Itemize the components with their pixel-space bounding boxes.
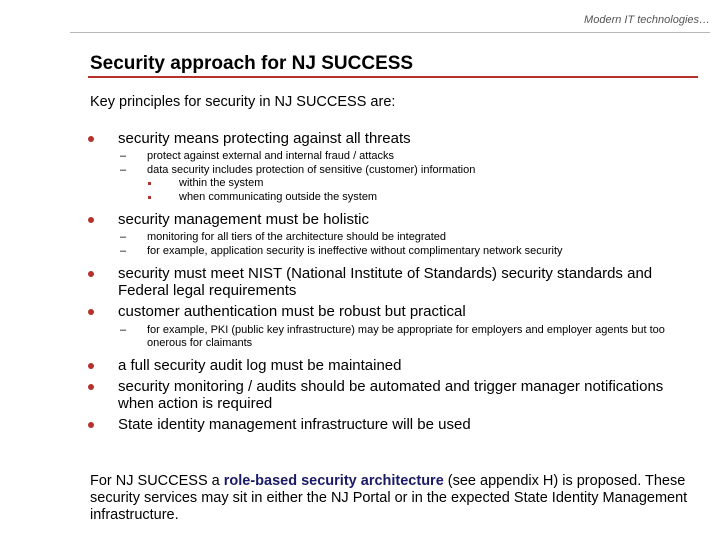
dash-icon: – [120,163,127,176]
sub-sub-bullet-text: within the system [179,177,264,189]
sub-bullet-text: for example, PKI (public key infrastructure) may be appropriate for employers and employer agents but too onerous for claimants [147,324,665,349]
bullet-text: security monitoring / audits should be automated and trigger manager notifications when action is required [118,378,664,412]
bullet-text: customer authentication must be robust but practical [118,303,466,320]
bullet-text: a full security audit log must be maintained [118,357,402,374]
dash-icon: – [120,324,127,336]
bullet-dot-icon [88,384,94,390]
bullet-item [0,303,720,320]
square-bullet-icon [148,196,151,199]
sub-sub-bullet-item [0,191,720,204]
principles-list [0,130,720,433]
bullet-item [0,265,720,299]
sub-bullet-text: protect against external and internal fraud / attacks [147,150,395,162]
closing-paragraph [90,473,700,524]
sub-bullet-item [0,231,720,244]
title-underline [88,76,698,78]
bullet-text: State identity management infrastructure will be used [118,416,471,433]
sub-bullet-item [0,245,720,258]
bullet-dot-icon [88,422,94,428]
dash-icon: – [120,150,127,162]
sub-sub-bullet-item [0,177,720,190]
bullet-text: security means protecting against all threats [118,130,411,147]
closing-emphasis: role-based security architecture [223,473,444,489]
bullet-dot-icon [88,217,94,223]
closing-text-end: (see appendix H) is proposed. These security services may sit in either the NJ Portal or in the expected State Identity Management infrastructure. [90,473,688,523]
bullet-dot-icon [88,309,94,315]
bullet-dot-icon [88,271,94,277]
closing-text-start: For NJ SUCCESS a [90,473,224,489]
bullet-item [0,357,720,374]
sub-bullet-item [0,164,720,177]
running-header: Modern IT technologies… [70,14,710,33]
intro-text: Key principles for security in NJ SUCCESS are: [90,94,396,110]
sub-bullet-text: data security includes protection of sensitive (customer) information [147,163,476,176]
bullet-dot-icon [88,363,94,369]
sub-bullet-text: for example, application security is ineffective without complimentary network security [147,244,563,257]
dash-icon: – [120,231,127,243]
bullet-item [0,211,720,228]
sub-bullet-item [0,150,720,163]
bullet-item [0,378,720,412]
bullet-dot-icon [88,136,94,142]
dash-icon: – [120,244,127,257]
bullet-item [0,130,720,147]
square-bullet-icon [148,182,151,185]
bullet-text: security must meet NIST (National Institute of Standards) security standards and Federal legal requirements [118,265,653,299]
bullet-item [0,416,720,433]
sub-sub-bullet-text: when communicating outside the system [179,190,378,203]
sub-bullet-item [0,324,720,349]
sub-bullet-text: monitoring for all tiers of the architecture should be integrated [147,231,446,243]
bullet-text: security management must be holistic [118,211,369,228]
page-title: Security approach for NJ SUCCESS [90,53,414,74]
